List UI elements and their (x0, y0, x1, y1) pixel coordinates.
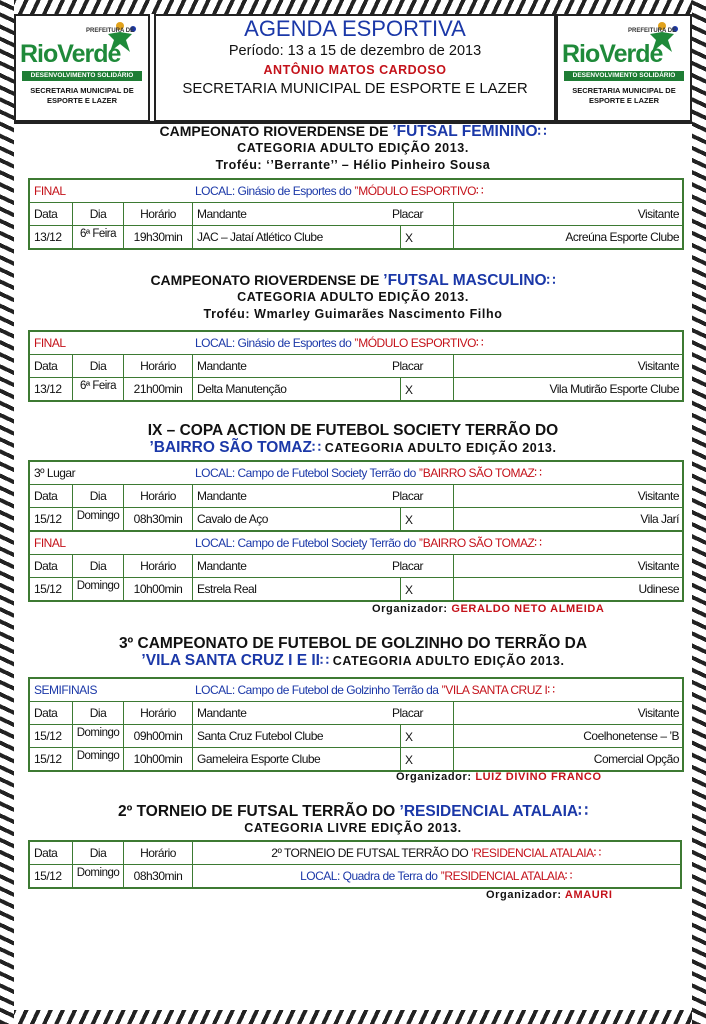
score: X (400, 508, 455, 530)
col-header-horario: Horário (123, 203, 192, 225)
col-header-data: Data (34, 706, 58, 720)
col-header-placar: Placar (392, 489, 424, 503)
col-header-visitante: Visitante (453, 203, 682, 225)
stage-label: FINAL (34, 184, 66, 198)
match-date: 15/12 (34, 512, 62, 526)
away-team: Comercial Opção (453, 748, 682, 770)
col-header-horario: Horário (123, 702, 192, 724)
match-day: Domingo (72, 508, 123, 530)
home-team: Gameleira Esporte Clube (192, 748, 397, 770)
match-day: Domingo (72, 578, 123, 600)
schedule-table-golzinho (28, 677, 684, 772)
logo-slogan: DESENVOLVIMENTO SOLIDÁRIO (564, 71, 684, 81)
col-header-placar: Placar (392, 207, 424, 221)
venue-text: LOCAL: Campo de Futebol Society Terrão do ’’BAIRRO SÃO TOMAZ∷ (195, 466, 542, 480)
col-header-data: Data (34, 846, 58, 860)
decorative-border-bottom (0, 1010, 706, 1024)
match-time: 19h30min (123, 226, 192, 248)
stage-row (30, 462, 682, 484)
organizer-copa-action: Organizador: GERALDO NETO ALMEIDA (372, 603, 605, 615)
table-row (30, 724, 682, 747)
score: X (400, 226, 455, 248)
away-team: Vila Jarí (453, 508, 682, 530)
schedule-table-futsal-feminino (28, 178, 684, 250)
match-day: 6ª Feira (72, 378, 123, 400)
organizer-golzinho: Organizador: LUIZ DIVINO FRANCO (396, 771, 602, 783)
table-row (30, 577, 682, 600)
col-header-horario: Horário (123, 485, 192, 507)
match-date: 13/12 (34, 382, 62, 396)
header-title-box (154, 14, 556, 122)
match-time: 09h00min (123, 725, 192, 747)
schedule-table-futsal-masculino (28, 330, 684, 402)
score: X (400, 378, 455, 400)
col-header-mandante: Mandante (192, 355, 397, 377)
secretaria-text: SECRETARIA MUNICIPAL DE ESPORTE E LAZER (182, 80, 528, 97)
stage-label: FINAL (34, 536, 66, 550)
stage-row (30, 332, 682, 354)
col-header-dia: Dia (72, 555, 123, 577)
home-team: Santa Cruz Futebol Clube (192, 725, 397, 747)
score: X (400, 725, 455, 747)
column-header-row (30, 701, 682, 724)
venue-text: LOCAL: Campo de Futebol de Golzinho Terrão da ’’VILA SANTA CRUZ I∷ (195, 683, 555, 697)
section-title-copa-action: IX – COPA ACTION DE FUTEBOL SOCIETY TERRÃO DO ’BAIRRO SÃO TOMAZ∷ CATEGORIA ADULTO EDIÇÃO 2013. (147, 422, 559, 456)
match-time: 10h00min (123, 578, 192, 600)
away-team: Acreúna Esporte Clube (453, 226, 682, 248)
col-header-placar: Placar (392, 559, 424, 573)
schedule-table-torneio-futsal (28, 840, 682, 889)
col-header-horario: Horário (123, 842, 192, 864)
col-header-visitante: Visitante (453, 702, 682, 724)
column-header-row (30, 202, 682, 225)
decorative-border-left (0, 0, 14, 1024)
page-header (14, 14, 692, 121)
secretary-name: ANTÔNIO MATOS CARDOSO (263, 63, 447, 77)
match-time: 08h30min (123, 865, 192, 887)
home-team: Estrela Real (192, 578, 397, 600)
match-date: 15/12 (34, 869, 62, 883)
match-time: 08h30min (123, 508, 192, 530)
match-time: 21h00min (123, 378, 192, 400)
venue-text: LOCAL: Ginásio de Esportes do ’’MÓDULO ESPORTIVO∷ (195, 336, 484, 350)
match-day: Domingo (72, 748, 123, 770)
rio-verde-logo-left (14, 14, 150, 122)
col-header-data: Data (34, 559, 58, 573)
organizer-torneio-futsal: Organizador: AMAURI (486, 889, 613, 901)
home-team: Delta Manutenção (192, 378, 397, 400)
col-header-placar: Placar (392, 359, 424, 373)
column-header-row (30, 354, 682, 377)
schedule-table-copa-action (28, 460, 684, 602)
home-team: JAC – Jataí Atlético Clube (192, 226, 397, 248)
col-header-dia: Dia (72, 355, 123, 377)
col-header-visitante: Visitante (453, 485, 682, 507)
venue-text: LOCAL: Campo de Futebol Society Terrão do ’’BAIRRO SÃO TOMAZ∷ (195, 536, 542, 550)
venue-text: LOCAL: Quadra de Terra do ’’RESIDENCIAL ATALAIA∷ (192, 865, 679, 887)
logo-prefeitura: PREFEITURA DE (86, 28, 135, 34)
col-header-horario: Horário (123, 355, 192, 377)
away-team: Udinese (453, 578, 682, 600)
match-date: 15/12 (34, 752, 62, 766)
section-title-futsal-masculino: CAMPEONATO RIOVERDENSE DE ’FUTSAL MASCULINO∷ CATEGORIA ADULTO EDIÇÃO 2013. Troféu: Wmarley Guimarães Nascimento Filho (150, 272, 556, 321)
table-row (30, 747, 682, 770)
page-title: AGENDA ESPORTIVA (244, 16, 466, 41)
match-day: Domingo (72, 725, 123, 747)
event-name: 2º TORNEIO DE FUTSAL TERRÃO DO ’RESIDENCIAL ATALAIA∷ (192, 842, 679, 864)
stage-label: FINAL (34, 336, 66, 350)
logo-secretaria: SECRETARIA MUNICIPAL DE ESPORTE E LAZER (30, 86, 134, 105)
col-header-placar: Placar (392, 706, 424, 720)
stage-row (30, 530, 682, 554)
logo-secretaria: SECRETARIA MUNICIPAL DE ESPORTE E LAZER (572, 86, 676, 105)
stage-label: SEMIFINAIS (34, 683, 98, 697)
logo-prefeitura: PREFEITURA DE (628, 28, 677, 34)
col-header-horario: Horário (123, 555, 192, 577)
col-header-visitante: Visitante (453, 355, 682, 377)
match-date: 13/12 (34, 230, 62, 244)
match-date: 15/12 (34, 729, 62, 743)
match-date: 15/12 (34, 582, 62, 596)
stage-row (30, 679, 682, 701)
period-text: Período: 13 a 15 de dezembro de 2013 (228, 43, 482, 59)
col-header-mandante: Mandante (192, 485, 397, 507)
table-row (30, 225, 682, 248)
away-team: Vila Mutirão Esporte Clube (453, 378, 682, 400)
header-row (30, 842, 680, 864)
col-header-mandante: Mandante (192, 702, 397, 724)
match-day: 6ª Feira (72, 226, 123, 248)
match-day: Domingo (72, 865, 123, 887)
col-header-dia: Dia (72, 485, 123, 507)
venue-text: LOCAL: Ginásio de Esportes do ’’MÓDULO ESPORTIVO∷ (195, 184, 484, 198)
section-title-golzinho: 3º CAMPEONATO DE FUTEBOL DE GOLZINHO DO TERRÃO DA ’VILA SANTA CRUZ I E II∷ CATEGORIA ADULTO EDIÇÃO 2013. (118, 635, 588, 669)
column-header-row (30, 554, 682, 577)
logo-wordmark: RioVerde (562, 40, 663, 68)
column-header-row (30, 484, 682, 507)
col-header-dia: Dia (72, 842, 123, 864)
stage-row (30, 180, 682, 202)
table-row (30, 377, 682, 400)
col-header-mandante: Mandante (192, 555, 397, 577)
col-header-data: Data (34, 489, 58, 503)
logo-wordmark: RioVerde (20, 40, 121, 68)
col-header-mandante: Mandante (192, 203, 397, 225)
rio-verde-logo-right (556, 14, 692, 122)
score: X (400, 748, 455, 770)
col-header-dia: Dia (72, 203, 123, 225)
home-team: Cavalo de Aço (192, 508, 397, 530)
section-title-futsal-feminino: CAMPEONATO RIOVERDENSE DE ’FUTSAL FEMININO∷ CATEGORIA ADULTO EDIÇÃO 2013. Troféu: ‘’Berrante’’ – Hélio Pinheiro Sousa (159, 123, 547, 172)
table-row (30, 507, 682, 530)
section-title-torneio-futsal: 2º TORNEIO DE FUTSAL TERRÃO DO ’RESIDENCIAL ATALAIA∷ CATEGORIA LIVRE EDIÇÃO 2013. (118, 803, 588, 835)
col-header-visitante: Visitante (453, 555, 682, 577)
stage-label: 3º Lugar (34, 466, 76, 480)
match-time: 10h00min (123, 748, 192, 770)
col-header-data: Data (34, 359, 58, 373)
table-row (30, 864, 680, 887)
decorative-border-top (0, 0, 706, 14)
away-team: Coelhonetense – ’B (453, 725, 682, 747)
decorative-border-right (692, 0, 706, 1024)
col-header-dia: Dia (72, 702, 123, 724)
logo-slogan: DESENVOLVIMENTO SOLIDÁRIO (22, 71, 142, 81)
col-header-data: Data (34, 207, 58, 221)
score: X (400, 578, 455, 600)
